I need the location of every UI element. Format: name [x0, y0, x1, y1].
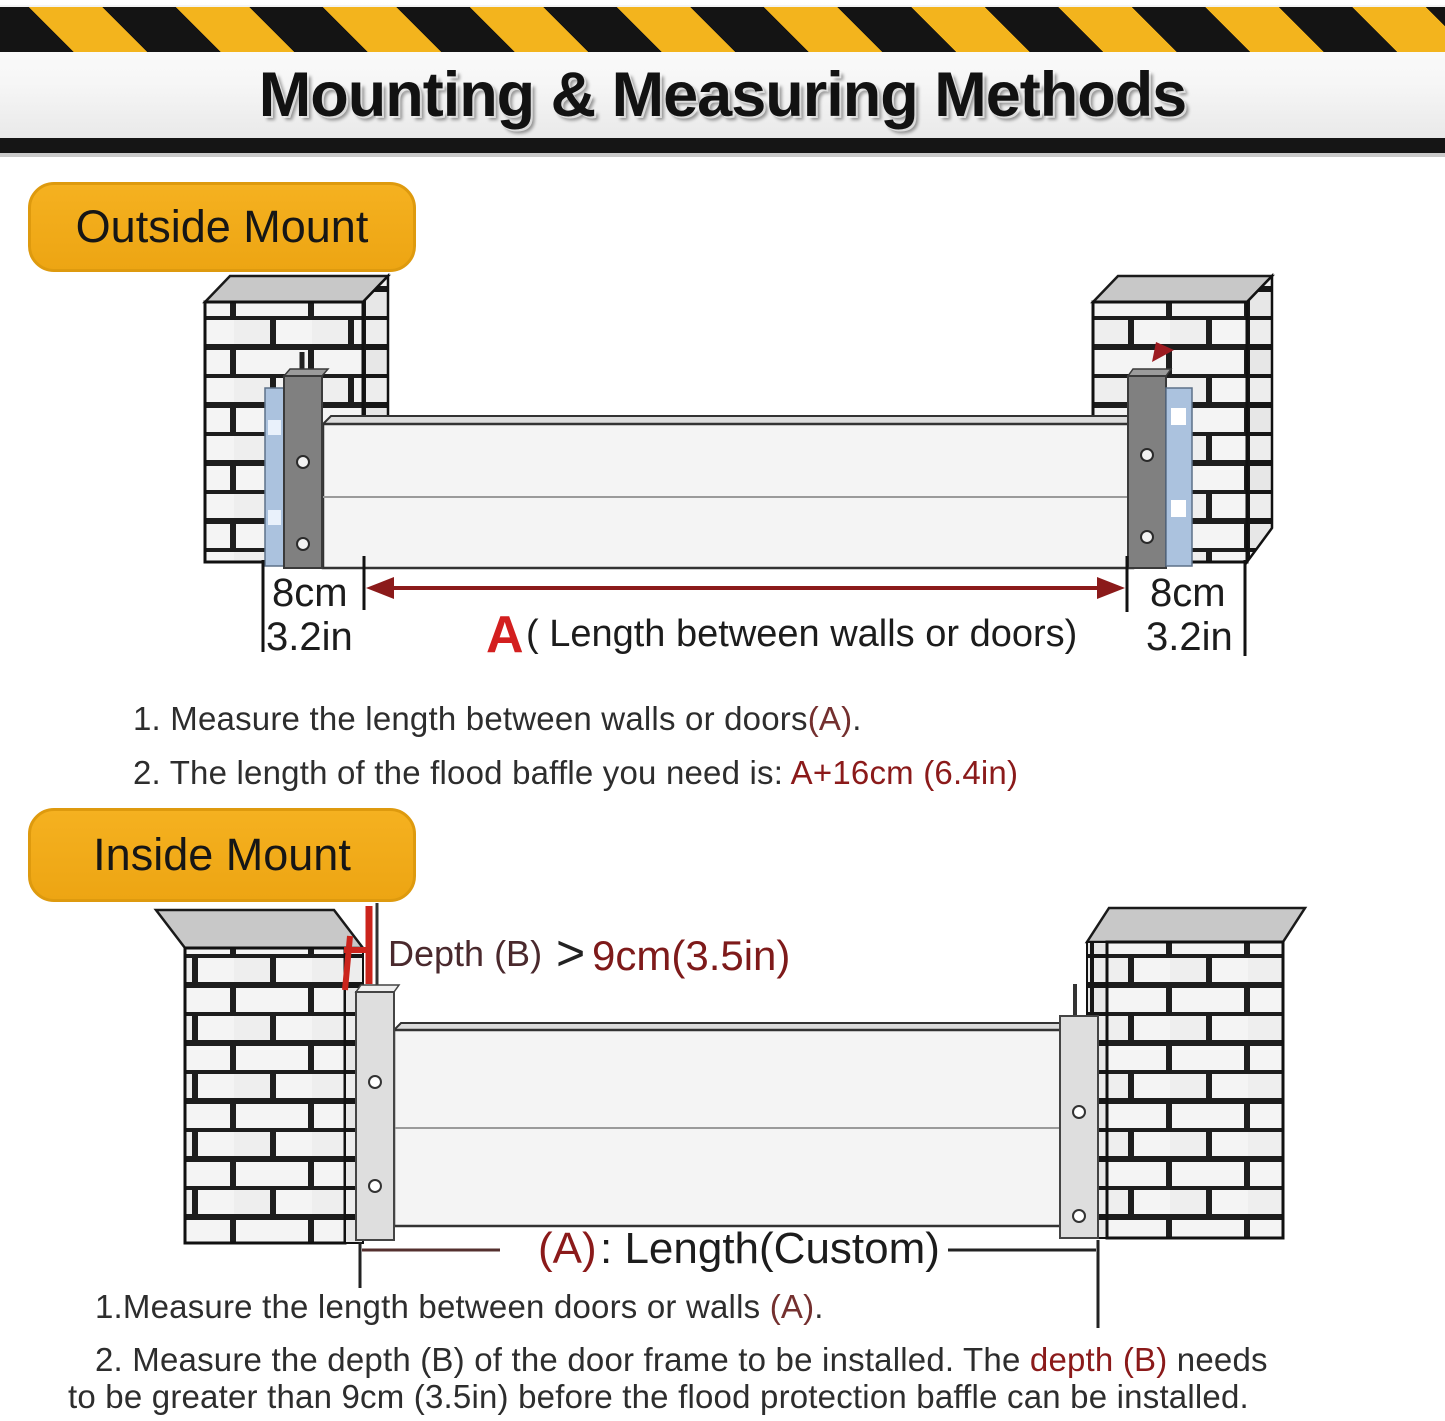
inside-step-2-line-2	[68, 1378, 1249, 1416]
depth-label-value: 9cm(3.5in)	[592, 932, 791, 979]
inside-left-channel	[356, 985, 399, 1240]
pillar-top-face	[156, 910, 363, 948]
seal-strip	[265, 388, 285, 566]
seal-mark	[268, 420, 281, 435]
inside-flood-barrier	[394, 1023, 1069, 1226]
dim-label-right-cm: 8cm	[1150, 571, 1226, 615]
pillar-side-face	[1247, 276, 1272, 562]
outside-mount-diagram	[0, 260, 1445, 680]
pillar-front-face	[1107, 942, 1283, 1238]
depth-label-gt: >	[556, 925, 586, 981]
inside-step-1-text: 1.Measure the length between doors or walls	[95, 1288, 770, 1325]
inside-step-1-highlight: (A)	[769, 1288, 815, 1325]
banner-divider	[0, 138, 1445, 153]
outside-step-2	[133, 754, 1018, 792]
dim-label-left-cm: 8cm	[272, 571, 348, 615]
screw-hole	[1073, 1106, 1085, 1118]
channel-bar	[356, 992, 394, 1240]
inside-right-channel	[1060, 984, 1098, 1238]
inside-right-pillar	[1087, 908, 1305, 1238]
banner-divider-light	[0, 153, 1445, 157]
inside-step-2-tail: needs	[1167, 1341, 1268, 1378]
outside-flood-barrier	[323, 416, 1141, 568]
channel-bar	[1060, 1016, 1098, 1238]
outside-dimensions	[263, 556, 1245, 664]
pillar-top-face	[205, 276, 388, 302]
inside-mount-badge	[28, 808, 416, 902]
outside-step-2-highlight: A+16cm (6.4in)	[790, 754, 1019, 791]
inside-step-2	[95, 1341, 1268, 1379]
outside-step-1-text: 1. Measure the length between walls or doors	[133, 700, 808, 737]
dim-label-left-in: 3.2in	[266, 615, 353, 659]
dim-label-a-letter: A	[486, 606, 524, 664]
left-arrowhead-icon	[366, 577, 394, 599]
inside-step-2-line-2-text: to be greater than 9cm (3.5in) before the flood protection baffle can be installed.	[68, 1378, 1249, 1415]
channel-top-bevel	[356, 985, 399, 992]
inside-mount-badge-label: Inside Mount	[93, 829, 351, 880]
pillar-top-face	[1087, 908, 1305, 942]
screw-hole	[1073, 1210, 1085, 1222]
outside-step-1-highlight: (A)	[807, 700, 853, 737]
screw-hole	[297, 456, 309, 468]
screw-hole	[369, 1076, 381, 1088]
dim-label-a-highlight: (A)	[538, 1224, 597, 1273]
depth-label-text: Depth (B)	[388, 933, 543, 974]
screw-hole	[1141, 531, 1153, 543]
page-title: Mounting & Measuring Methods	[258, 60, 1187, 130]
inside-mount-diagram	[0, 898, 1445, 1335]
inside-step-2-highlight: depth (B)	[1029, 1341, 1168, 1378]
seal-mark	[268, 510, 281, 525]
pillar-top-face	[1093, 276, 1272, 302]
channel-top-bevel	[1128, 369, 1171, 376]
outside-step-1	[133, 700, 862, 738]
seal-mark	[1171, 500, 1186, 517]
depth-label	[388, 925, 790, 981]
hazard-stripe	[0, 5, 1445, 52]
right-arrowhead-icon	[1097, 577, 1125, 599]
screw-hole	[1141, 449, 1153, 461]
dim-label-right-in: 3.2in	[1146, 615, 1233, 659]
outside-step-2-text: 2. The length of the flood baffle you need is:	[133, 754, 791, 791]
dim-label-a-text: : Length(Custom)	[600, 1224, 940, 1273]
screw-hole	[297, 538, 309, 550]
inside-step-1	[95, 1288, 824, 1326]
outside-step-1-period: .	[852, 700, 862, 737]
dim-label-a-text: ( Length between walls or doors)	[526, 613, 1078, 655]
channel-top-bevel	[284, 369, 328, 376]
screw-hole	[369, 1180, 381, 1192]
outside-mount-badge	[28, 182, 416, 272]
outside-mount-badge-label: Outside Mount	[75, 201, 369, 252]
inside-step-2-text: 2. Measure the depth (B) of the door frame to be installed. The	[95, 1341, 1030, 1378]
pillar-front-face	[185, 948, 345, 1243]
inside-left-pillar	[156, 910, 363, 1243]
seal-mark	[1171, 408, 1186, 425]
inside-step-1-period: .	[814, 1288, 824, 1325]
